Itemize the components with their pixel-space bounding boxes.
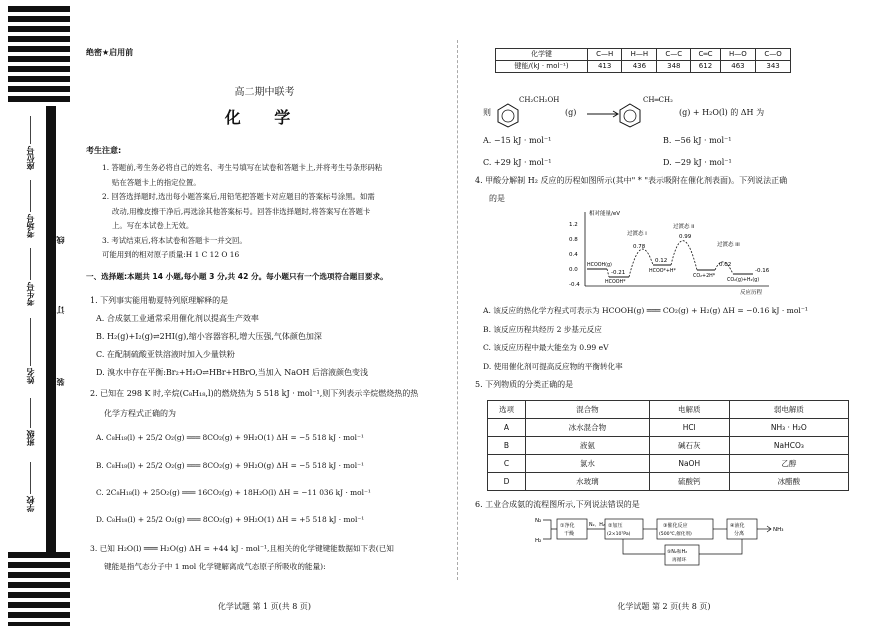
reaction-arrow-icon (587, 110, 621, 118)
label-room: 考场号 (26, 214, 35, 238)
box-label: 再循环 (672, 558, 687, 563)
notes (90, 161, 445, 263)
page-2 (473, 0, 855, 630)
product-substituent: CH═CH₂ (643, 96, 673, 104)
table-cell: C—C (657, 49, 691, 61)
table-cell: 化学键 (496, 49, 588, 61)
option-a: A. C₈H₁₈(l) + 25/2 O₂(g) ═══ 8CO₂(g) + 9H₂O(1) ΔH = −5 518 kJ · mol⁻¹ (96, 433, 364, 442)
table-row (488, 455, 849, 473)
secret-label: 绝密★启用前 (86, 48, 134, 57)
exam-title: 高二期中联考 (234, 87, 295, 98)
class-line (30, 398, 31, 428)
value-label: 0.12 (655, 258, 668, 264)
bind-mark-line: 线 (56, 236, 65, 244)
binding-margin (0, 0, 72, 630)
table-cell: C—O (756, 49, 791, 61)
table-cell: 343 (756, 61, 791, 73)
question-stem-cont: 的是 (489, 194, 505, 203)
subject-title: 化 学 (224, 108, 305, 127)
question-stem: 1. 下列事实能用勒夏特列原理解释的是 (90, 296, 229, 305)
table-header-row (496, 49, 791, 61)
option-a: A. −15 kJ · mol⁻¹ (483, 136, 552, 145)
note-line: 改动,用橡皮擦干净后,再选涂其他答案标号。回答非选择题时,将答案写在答题卡 (112, 206, 371, 216)
question-4 (475, 172, 855, 208)
candidate-line (30, 248, 31, 280)
atomic-mass-line: 可能用到的相对原子质量:H 1 C 12 O 16 (102, 250, 240, 259)
question-6-stem: 6. 工业合成氨的流程图所示,下列说法错误的是 (475, 500, 640, 509)
option-a: A. 合成氨工业通常采用催化剂以提高生产效率 (96, 314, 259, 323)
mix-label: N₂、H₂ (589, 523, 605, 528)
box-label: (500℃,催化剂) (659, 532, 692, 537)
chart-ylabel: 相对能量/eV (589, 211, 620, 217)
option-b: B. 该反应历程共经历 2 步基元反应 (483, 324, 602, 334)
table-cell: D (488, 473, 526, 491)
barcode-stripes-top (8, 6, 70, 106)
chart-ytick: 1.2 (569, 222, 578, 228)
option-c: C. 在配制硫酸亚铁溶液时加入少量铁粉 (96, 350, 235, 359)
option-c: C. +29 kJ · mol⁻¹ (483, 158, 552, 167)
seat-line (30, 116, 31, 144)
option-b: B. H₂(g)+I₂(g)⇌2HI(g),缩小容器容积,增大压强,气体颜色加深 (96, 332, 322, 341)
question-2 (90, 384, 448, 534)
benzene-ring-icon (495, 100, 521, 128)
table-header-row (488, 401, 849, 419)
option-b: B. −56 kJ · mol⁻¹ (663, 136, 732, 145)
label-school: 学校 (26, 496, 35, 512)
table-cell: C—H (587, 49, 621, 61)
box-label: 分离 (734, 531, 745, 537)
table-cell: 混合物 (526, 401, 650, 419)
table-cell: 电解质 (649, 401, 729, 419)
table-cell: 463 (720, 61, 755, 73)
q3-equation (483, 96, 855, 130)
bind-mark-staple: 订 (56, 306, 65, 314)
table-row (488, 473, 849, 491)
table-cell: 硫酸钙 (649, 473, 729, 491)
species-label: HCOO*+H* (649, 269, 676, 274)
room-line (30, 180, 31, 212)
table-cell: 氯水 (526, 455, 650, 473)
ammonia-flow-diagram (533, 514, 793, 570)
table-row (488, 437, 849, 455)
note-line: 贴在答题卡上的指定位置。 (112, 177, 201, 187)
table-cell: 液氨 (526, 437, 650, 455)
option-d: D. C₈H₁₈(l) + 25/2 O₂(g) ═══ 8CO₂(g) + 9H₂O(1) ΔH = +5 518 kJ · mol⁻¹ (96, 515, 365, 524)
value-label: 0.02 (719, 262, 732, 268)
species-label: HCOOH* (605, 280, 626, 285)
box-label: (2×10⁷Pa) (607, 532, 631, 537)
value-label: 0.78 (633, 244, 646, 250)
label-name: 姓名 (26, 368, 35, 384)
table-cell: 冰水混合物 (526, 419, 650, 437)
note-line: 2. 回答选择题时,选出每小题答案后,用铅笔把答题卡对应题目的答案标号涂黑。如需 (102, 192, 375, 201)
table-cell: 348 (657, 61, 691, 73)
output-nh3: NH₃ (773, 527, 784, 533)
question-stem-cont: 化学方程式正确的为 (104, 409, 176, 418)
q3-options-right (663, 130, 732, 174)
ts-label: 过渡态 ii (673, 224, 695, 230)
species-label: CO₂+2H* (693, 274, 716, 279)
table-cell: 436 (622, 61, 657, 73)
table-cell: NaOH (649, 455, 729, 473)
ts-label: 过渡态 iii (717, 242, 740, 248)
chart-ytick: 0.8 (569, 237, 578, 243)
table-cell: A (488, 419, 526, 437)
box-label: 干燥 (564, 531, 575, 537)
chart-ytick: 0.4 (569, 252, 578, 258)
q3-options-left (483, 130, 551, 174)
equation-tail: (g) + H₂O(l) 的 ΔH 为 (679, 108, 765, 117)
note-line: 1. 答题前,考生务必将自己的姓名、考生号填写在试卷和答题卡上,并将考生号条形码粘 (102, 163, 383, 172)
table-cell: B (488, 437, 526, 455)
ts-label: 过渡态 i (627, 231, 647, 237)
bond-energy-table (495, 48, 791, 73)
box-label: ④液化 (730, 523, 745, 529)
section-heading: 一、选择题:本题共 14 小题,每小题 3 分,共 42 分。每小题只有一个选项符合题目要求。 (86, 272, 388, 281)
classification-table (487, 400, 849, 491)
label-candidate: 考生号 (26, 282, 35, 306)
question-1 (90, 292, 448, 382)
table-row (496, 61, 791, 73)
note-line: 上。写在本试卷上无效。 (112, 221, 194, 230)
reactant-substituent: CH₂CH₂OH (519, 96, 560, 104)
species-label: CO₂(g)+H₂(g) (727, 278, 760, 283)
box-label: ⑤N₂和H₂ (667, 550, 688, 555)
box-label: ①净化 (560, 523, 575, 529)
value-label: -0.16 (755, 268, 770, 274)
option-d: D. −29 kJ · mol⁻¹ (663, 158, 732, 167)
table-cell: 413 (587, 61, 621, 73)
question-stem: 3. 已知 H₂O(l) ═══ H₂O(g) ΔH = +44 kJ · mol⁻¹,且相关的化学键键能数据如下表(已知 (90, 544, 394, 553)
note-line: 3. 考试结束后,将本试卷和答题卡一并交回。 (102, 235, 247, 245)
option-d: D. 溴水中存在平衡:Br₂+H₂O⇌HBr+HBrO,当加入 NaOH 后溶液颜色变浅 (96, 368, 369, 377)
barcode-stripes-bottom (8, 552, 70, 626)
page-footer: 化学试题 第 1 页(共 8 页) (217, 602, 312, 611)
benzene-ring-icon (617, 100, 643, 128)
option-c: C. 该反应历程中最大能垒为 0.99 eV (483, 343, 609, 352)
box-label: ③催化反应 (663, 523, 688, 529)
table-cell: 水玻璃 (526, 473, 650, 491)
bind-mark-bind: 装 (56, 378, 65, 386)
table-cell: C (488, 455, 526, 473)
value-label: -0.21 (611, 270, 626, 276)
page-1 (82, 0, 447, 630)
species-label: HCOOH(g) (587, 263, 612, 268)
label-seat: 座位号 (26, 146, 35, 170)
table-row (488, 419, 849, 437)
table-cell: 冰醋酸 (729, 473, 848, 491)
option-c: C. 2C₈H₁₈(l) + 25O₂(g) ═══ 16CO₂(g) + 18H₂O(l) ΔH = −11 036 kJ · mol⁻¹ (96, 488, 371, 497)
chart-xlabel: 反应历程 (740, 290, 763, 296)
equation-prefix: 则 (483, 108, 491, 117)
table-cell: 碱石灰 (649, 437, 729, 455)
option-d: D. 使用催化剂可提高反应物的平衡转化率 (483, 361, 623, 371)
label-class: 班级 (26, 430, 35, 446)
input-h2: H₂ (535, 538, 542, 544)
energy-profile-chart (569, 208, 779, 298)
table-cell: H—O (720, 49, 755, 61)
question-stem: 4. 甲酸分解制 H₂ 反应的历程如图所示(其中" * "表示吸附在催化剂表面)。下列说法正确 (475, 176, 788, 185)
option-b: B. C₈H₁₈(l) + 25/2 O₂(g) ═══ 8CO₂(g) + 9H₂O(g) ΔH = −5 518 kJ · mol⁻¹ (96, 461, 364, 470)
table-cell: C═C (691, 49, 721, 61)
table-cell: 612 (691, 61, 721, 73)
table-cell: HCl (649, 419, 729, 437)
table-cell: NH₃ · H₂O (729, 419, 848, 437)
question-stem: 2. 已知在 298 K 时,辛烷(C₈H₁₈,l)的燃烧热为 5 518 kJ · mol⁻¹,则下列表示辛烷燃烧热的热 (90, 389, 419, 398)
notes-heading: 考生注意: (86, 146, 122, 155)
chart-ytick: -0.4 (569, 282, 580, 288)
binding-bar (46, 106, 56, 552)
chart-ytick: 0.0 (569, 267, 578, 273)
name-line (30, 318, 31, 366)
question-3 (90, 540, 448, 576)
option-a: A. 该反应的热化学方程式可表示为 HCOOH(g) ═══ CO₂(g) + H₂(g) ΔH = −0.16 kJ · mol⁻¹ (483, 306, 808, 315)
table-cell: H—H (622, 49, 657, 61)
school-line (30, 462, 31, 494)
table-cell: 乙醇 (729, 455, 848, 473)
q4-options (483, 302, 855, 376)
page-divider (457, 40, 458, 580)
value-label: 0.99 (679, 234, 692, 240)
input-connector (543, 520, 557, 539)
table-cell: 弱电解质 (729, 401, 848, 419)
table-cell: NaHCO₃ (729, 437, 848, 455)
page-footer: 化学试题 第 2 页(共 8 页) (617, 602, 711, 611)
question-5-stem: 5. 下列物质的分类正确的是 (475, 380, 574, 389)
question-stem-cont: 键能是指气态分子中 1 mol 化学键解离成气态原子所吸收的能量): (104, 562, 326, 571)
table-cell: 选项 (488, 401, 526, 419)
box-label: ②加压 (608, 523, 623, 529)
reactant-state: (g) (565, 108, 577, 117)
table-cell: 键能/(kJ · mol⁻¹) (496, 61, 588, 73)
input-n2: N₂ (535, 518, 542, 524)
